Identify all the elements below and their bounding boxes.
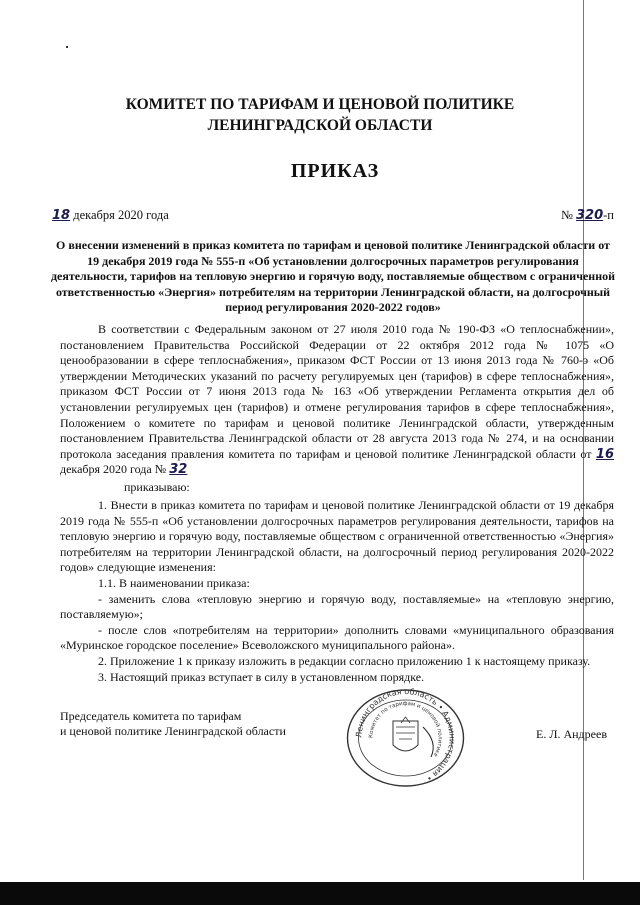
preamble-paragraph: [60, 322, 614, 478]
number-prefix: №: [560, 208, 576, 222]
protocol-day-handwritten: 16: [595, 446, 614, 462]
official-seal: [343, 687, 468, 789]
date-rest: декабря 2020 года: [70, 208, 169, 222]
item-1-1: 1.1. В наименовании приказа:: [98, 575, 250, 590]
document-type-title: ПРИКАЗ: [290, 160, 380, 182]
item-1-1-b: - после слов «потребителям на территории» дополнить словами «муниципального образования «Муринское городское поселение» Всеволожского муниципального района».: [60, 622, 614, 653]
item-1: 1. Внести в приказ комитета по тарифам и ценовой политике Ленинградской области от 19 декабря 2019 года № 555-п «Об установлении долгосрочных параметров регулирования деятельности, тарифов на тепловую энергию и горячую воду, поставляемые обществом с ограниченной ответственностью «Энергия» потребителям на территории Ленинградской области, на долгосрочный период регулирования 2020-2022 годов» следующие изменения:: [60, 498, 614, 575]
preamble-text: В соответствии с Федеральным законом от 27 июля 2010 года № 190-ФЗ «О теплоснабжении», постановлением Правительства Российской Федерации от 22 октября 2012 года № 1075 «О ценообразовании в сфере теплоснабжения», приказом ФСТ России от 13 июня 2013 года № 760-э «Об утверждении Методических указаний по расчету регулируемых цен (тарифов) в сфере теплоснабжения», приказом ФСТ России от 7 июня 2013 года № 163 «Об утверждении Регламента открытия дел об установлении регулируемых цен (тарифов) и отмене регулирования тарифов в сфере теплоснабжения», Положением о комитете по тарифам и ценовой политике Ленинградской области, утвержденным постановлением Правительства Ленинградской области от 28 августа 2013 года № 274, и на основании протокола заседания правления комитета по тарифам и ценовой политике Ленинградской области от: [60, 322, 614, 461]
coat-of-arms-emblem: [393, 717, 418, 751]
issuer-line-1: КОМИТЕТ ПО ТАРИФАМ И ЦЕНОВОЙ ПОЛИТИКЕ: [125, 96, 515, 113]
item-3: 3. Настоящий приказ вступает в силу в установленном порядке.: [98, 669, 425, 684]
item-1-1-a: - заменить слова «тепловую энергию и горячую воду, поставляемые» на «тепловую энергию, поставляемую»;: [60, 591, 614, 622]
preamble-middle: декабря 2020 года №: [60, 462, 170, 477]
position-line-1: Председатель комитета по тарифам: [60, 709, 242, 723]
seal-outer-text: Ленинградская область • Администрация •: [354, 687, 457, 784]
order-number: [561, 208, 614, 223]
signatory-position: [60, 709, 286, 739]
position-line-2: и ценовой политике Ленинградской области: [60, 724, 286, 738]
protocol-number-handwritten: 32: [169, 462, 188, 478]
date-day-handwritten: 18: [52, 208, 71, 223]
order-items: [60, 498, 614, 685]
order-date: [52, 208, 169, 223]
signature-stroke: [423, 727, 433, 757]
signatory-name: Е. Л. Андреев: [536, 727, 607, 741]
order-subject: О внесении изменений в приказ комитета по тарифам и ценовой политике Ленинградской области от 19 декабря 2019 года № 555-п «Об установлении долгосрочных параметров регулирования деятельности, тарифов на тепловую энергию и горячую воду, поставляемые обществом с ограниченной ответственностью «Энергия» потребителям на территории Ленинградской области, на долгосрочный период регулирования 2020-2022 годов»: [50, 238, 616, 315]
scan-bottom-edge: [0, 882, 640, 905]
item-2: 2. Приложение 1 к приказу изложить в редакции согласно приложению 1 к настоящему приказу.: [98, 653, 591, 668]
issuer-line-2: ЛЕНИНГРАДСКОЙ ОБЛАСТИ: [207, 117, 433, 134]
number-handwritten: 320: [576, 208, 604, 223]
issuer-header: [0, 94, 640, 136]
seal-inner-text: Комитет по тарифам и ценовой политике: [368, 700, 443, 758]
ordering-word: приказываю:: [124, 480, 190, 494]
scan-speck: [66, 46, 68, 48]
number-suffix: -п: [603, 208, 614, 222]
